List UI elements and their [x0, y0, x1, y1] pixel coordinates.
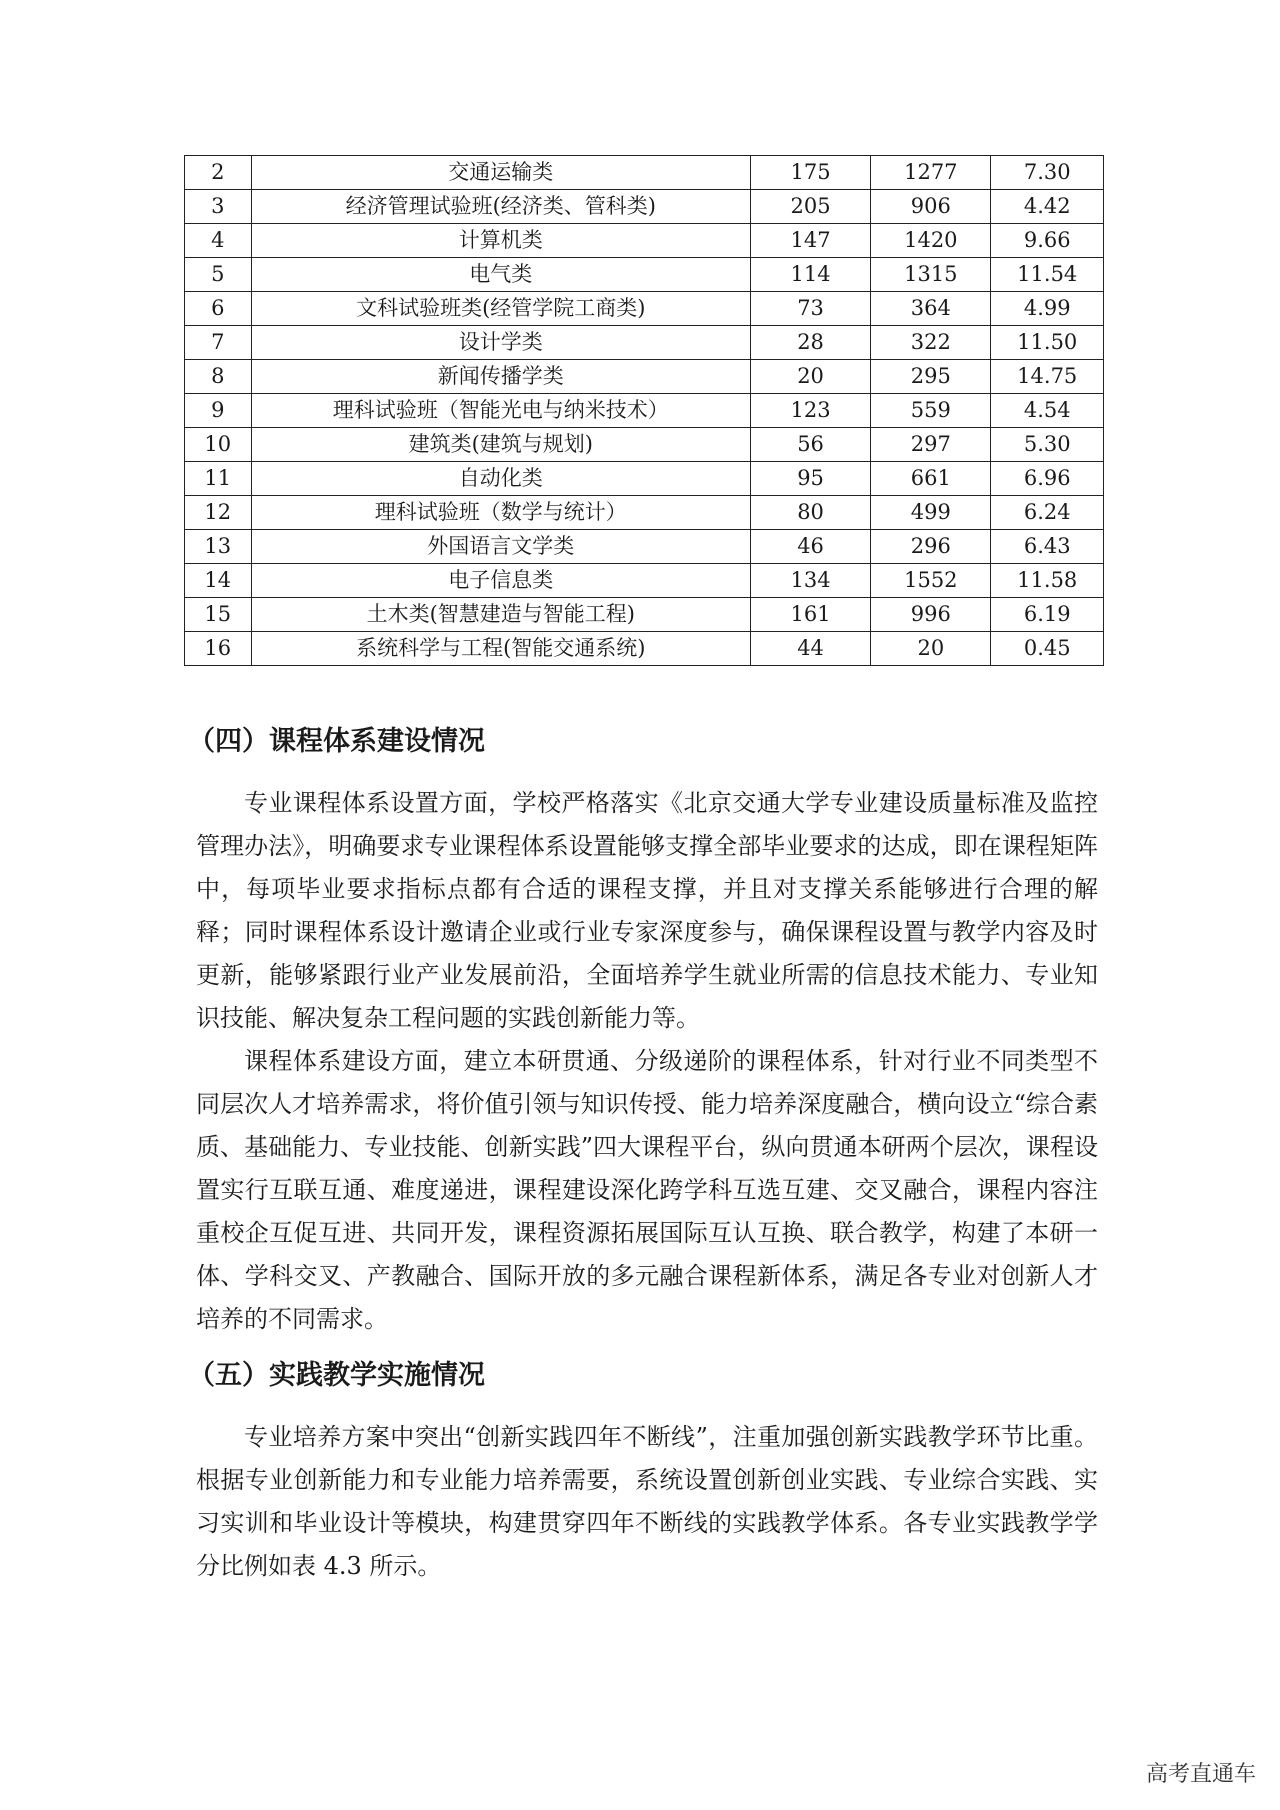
row-index: 4 — [185, 224, 252, 258]
table-row — [185, 462, 1104, 496]
row-value-b: 559 — [871, 394, 991, 428]
row-value-b: 295 — [871, 360, 991, 394]
row-value-b: 1315 — [871, 258, 991, 292]
row-index: 3 — [185, 190, 252, 224]
table-row — [185, 190, 1104, 224]
row-value-c: 11.50 — [991, 326, 1104, 360]
row-value-a: 205 — [750, 190, 870, 224]
row-value-a: 73 — [750, 292, 870, 326]
table-row — [185, 564, 1104, 598]
row-name: 建筑类(建筑与规划) — [251, 428, 750, 462]
table-row — [185, 632, 1104, 666]
row-value-a: 28 — [750, 326, 870, 360]
row-value-a: 44 — [750, 632, 870, 666]
row-value-b: 297 — [871, 428, 991, 462]
table-row — [185, 326, 1104, 360]
row-index: 10 — [185, 428, 252, 462]
row-name: 理科试验班（智能光电与纳米技术） — [251, 394, 750, 428]
row-name: 电子信息类 — [251, 564, 750, 598]
row-name: 系统科学与工程(智能交通系统) — [251, 632, 750, 666]
row-value-a: 56 — [750, 428, 870, 462]
table-row — [185, 258, 1104, 292]
row-value-a: 20 — [750, 360, 870, 394]
row-value-b: 322 — [871, 326, 991, 360]
row-value-c: 9.66 — [991, 224, 1104, 258]
row-index: 13 — [185, 530, 252, 564]
watermark-text: 高考直通车 — [1145, 1762, 1256, 1787]
row-name: 经济管理试验班(经济类、管科类) — [251, 190, 750, 224]
row-value-a: 147 — [750, 224, 870, 258]
row-name: 文科试验班类(经管学院工商类) — [251, 292, 750, 326]
row-value-a: 80 — [750, 496, 870, 530]
row-value-c: 4.99 — [991, 292, 1104, 326]
row-value-c: 7.30 — [991, 156, 1104, 190]
row-value-a: 123 — [750, 394, 870, 428]
section-5-paragraph-1: 专业培养方案中突出“创新实践四年不断线”，注重加强创新实践教学环节比重。根据专业创新能力和专业能力培养需要，系统设置创新创业实践、专业综合实践、实习实训和毕业设计等模块，构建贯穿四年不断线的实践教学体系。各专业实践教学学分比例如表 4.3 所示。 — [196, 1423, 1098, 1580]
row-name: 外国语言文学类 — [251, 530, 750, 564]
row-value-b: 1277 — [871, 156, 991, 190]
row-name: 交通运输类 — [251, 156, 750, 190]
table-body — [185, 156, 1104, 666]
table-row — [185, 530, 1104, 564]
table-row — [185, 360, 1104, 394]
row-index: 12 — [185, 496, 252, 530]
row-value-a: 161 — [750, 598, 870, 632]
row-index: 5 — [185, 258, 252, 292]
row-value-b: 499 — [871, 496, 991, 530]
row-index: 11 — [185, 462, 252, 496]
section-5-heading: （五）实践教学实施情况 — [188, 1360, 485, 1391]
row-name: 计算机类 — [251, 224, 750, 258]
table-row — [185, 224, 1104, 258]
row-value-c: 6.19 — [991, 598, 1104, 632]
table-row — [185, 292, 1104, 326]
row-value-b: 661 — [871, 462, 991, 496]
row-value-b: 1420 — [871, 224, 991, 258]
row-value-a: 95 — [750, 462, 870, 496]
row-value-b: 20 — [871, 632, 991, 666]
row-value-a: 134 — [750, 564, 870, 598]
row-value-c: 14.75 — [991, 360, 1104, 394]
row-value-c: 6.43 — [991, 530, 1104, 564]
table-row — [185, 428, 1104, 462]
row-value-c: 6.24 — [991, 496, 1104, 530]
row-value-b: 1552 — [871, 564, 991, 598]
table-row — [185, 598, 1104, 632]
row-index: 6 — [185, 292, 252, 326]
row-value-c: 11.54 — [991, 258, 1104, 292]
row-value-b: 906 — [871, 190, 991, 224]
row-index: 8 — [185, 360, 252, 394]
row-name: 理科试验班（数学与统计） — [251, 496, 750, 530]
row-value-a: 114 — [750, 258, 870, 292]
row-name: 土木类(智慧建造与智能工程) — [251, 598, 750, 632]
row-name: 自动化类 — [251, 462, 750, 496]
row-index: 14 — [185, 564, 252, 598]
section-4-paragraph-2: 课程体系建设方面，建立本研贯通、分级递阶的课程体系，针对行业不同类型不同层次人才培养需求，将价值引领与知识传授、能力培养深度融合，横向设立“综合素质、基础能力、专业技能、创新实践”四大课程平台，纵向贯通本研两个层次，课程设置实行互联互通、难度递进，课程建设深化跨学科互选互建、交叉融合，课程内容注重校企互促互进、共同开发，课程资源拓展国际互认互换、联合教学，构建了本研一体、学科交叉、产教融合、国际开放的多元融合课程新体系，满足各专业对创新人才培养的不同需求。 — [196, 1047, 1098, 1333]
row-index: 2 — [185, 156, 252, 190]
row-value-c: 5.30 — [991, 428, 1104, 462]
row-value-a: 175 — [750, 156, 870, 190]
row-value-b: 296 — [871, 530, 991, 564]
row-value-a: 46 — [750, 530, 870, 564]
table-row — [185, 394, 1104, 428]
row-value-b: 364 — [871, 292, 991, 326]
section-4-paragraph-1: 专业课程体系设置方面，学校严格落实《北京交通大学专业建设质量标准及监控管理办法》，明确要求专业课程体系设置能够支撑全部毕业要求的达成，即在课程矩阵中，每项毕业要求指标点都有合适的课程支撑，并且对支撑关系能够进行合理的解释；同时课程体系设计邀请企业或行业专家深度参与，确保课程设置与教学内容及时更新，能够紧跟行业产业发展前沿，全面培养学生就业所需的信息技术能力、专业知识技能、解决复杂工程问题的实践创新能力等。 — [196, 789, 1098, 1032]
row-name: 电气类 — [251, 258, 750, 292]
row-value-b: 996 — [871, 598, 991, 632]
row-name: 新闻传播学类 — [251, 360, 750, 394]
row-value-c: 0.45 — [991, 632, 1104, 666]
row-index: 16 — [185, 632, 252, 666]
enrollment-table — [184, 155, 1104, 666]
table-row — [185, 496, 1104, 530]
row-index: 15 — [185, 598, 252, 632]
row-index: 9 — [185, 394, 252, 428]
table-row — [185, 156, 1104, 190]
row-value-c: 4.42 — [991, 190, 1104, 224]
row-value-c: 11.58 — [991, 564, 1104, 598]
row-index: 7 — [185, 326, 252, 360]
row-name: 设计学类 — [251, 326, 750, 360]
row-value-c: 4.54 — [991, 394, 1104, 428]
section-4-heading: （四）课程体系建设情况 — [188, 726, 485, 757]
row-value-c: 6.96 — [991, 462, 1104, 496]
